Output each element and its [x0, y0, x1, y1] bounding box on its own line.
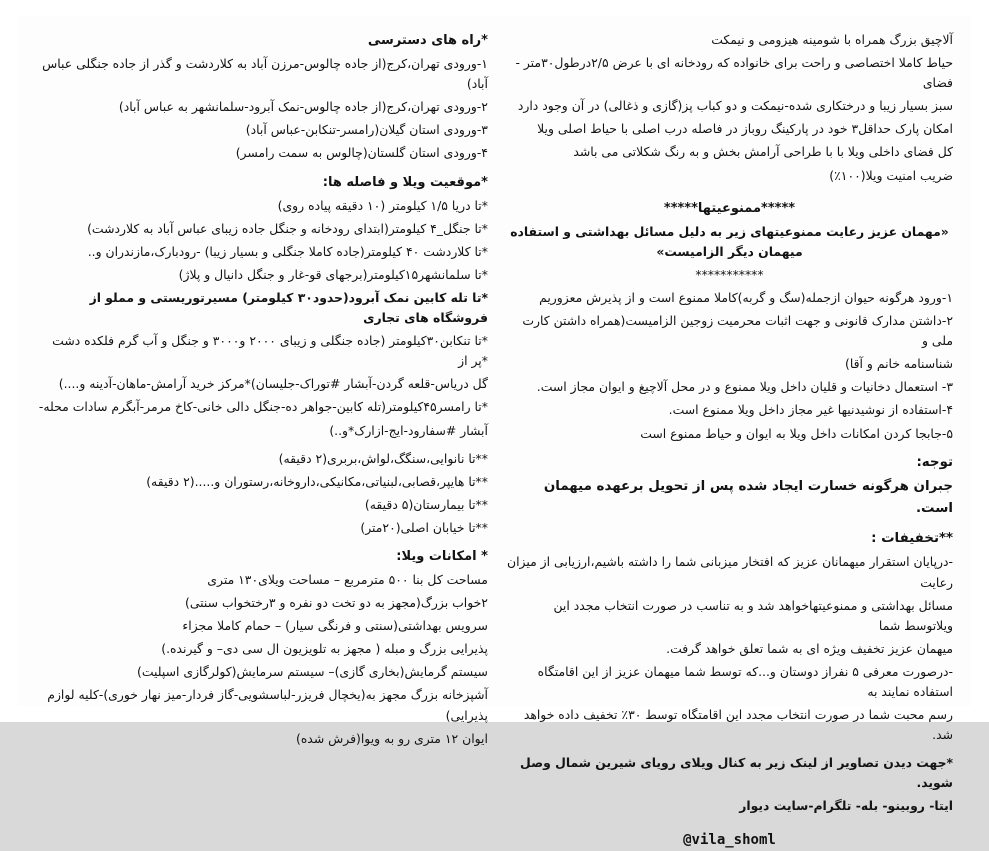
spacer — [506, 189, 953, 198]
attention-text: جبران هرگونه خسارت ایجاد شده پس از تحویل برعهده میهمان است. — [543, 479, 953, 517]
telegram-handle[interactable]: @vila_shoml — [683, 831, 776, 848]
intro-line: حیاط کاملا اختصاصی و راحت برای خانواده که رودخانه ای با عرض ۲/۵درطول۳۰متر - فضای — [515, 55, 953, 91]
intro-line: سبز بسیار زیبا و درختکاری شده-نیمکت و دو کباب پز(گازی و ذغالی) در آن وجود دارد — [517, 98, 953, 114]
access-item: ۴-ورودی استان گلستان(چالوس به سمت رامسر) — [235, 145, 488, 161]
prohibitions-title: *****ممنوعیتها***** — [663, 200, 796, 216]
discount-line: رسم محبت شما در صورت انتخاب مجدد این اقامتگاه توسط ۳۰٪ تخفیف داده خواهد شد. — [523, 707, 953, 743]
location-item: *تا رامسر۴۵کیلومتر(تله کابین-جواهر ده-جنگل دالی خانی-کاخ مرمر-آبگرم سادات محله- — [38, 399, 488, 415]
access-title: *راه های دسترسی — [367, 33, 488, 48]
facility-item: مساحت کل بنا ۵۰۰ مترمربع – مساحت ویلای۱۳۰ متری — [207, 572, 488, 588]
location-item: *تا دریا ۱/۵ کیلومتر (۱۰ دقیقه پیاده روی) — [277, 197, 488, 213]
rule-item: ۵-جابجا کردن امکانات داخل ویلا به ایوان و حیاط ممنوع است — [640, 425, 953, 441]
attention-label: توجه: — [916, 454, 953, 470]
rule-item: ۳- استعمال دخانیات و قلیان داخل ویلا ممنوع و در محل آلاچیغ و ایوان مجاز است. — [536, 379, 953, 395]
facilities-title: * امکانات ویلا: — [396, 548, 488, 564]
intro-line: آلاچیق بزرگ همراه با شومینه هیزومی و نیمکت — [711, 32, 953, 47]
facility-item: ایوان ۱۲ متری رو به ویوا(فرش شده) — [295, 730, 488, 746]
spacer — [506, 820, 953, 829]
access-item: ۳-ورودی استان گیلان(رامسر-تنکابن-عباس آباد) — [245, 122, 488, 138]
location-item: *تا سلمانشهر۱۵کیلومتر(برجهای قو-غار و جنگل دانیال و پلاژ) — [178, 266, 488, 282]
intro-line: ضریب امنیت ویلا(۱۰۰٪) — [829, 167, 953, 183]
intro-line: امکان پارک حداقل۳ خود در پارکینگ روباز در فاصله درب اصلی با حیاط اصلی ویلا — [537, 121, 953, 137]
location-item: گل دریاس-قلعه گردن-آبشار #توراک-جلیسان)*مرکز خرید آرامش-ماهان-آدینه و....) — [58, 376, 488, 392]
distance-item: **تا بیمارستان(۵ دقیقه) — [364, 496, 488, 512]
two-column-layout — [18, 16, 971, 848]
rule-item: شناسنامه خانم و آقا) — [845, 356, 953, 372]
location-item: *تا تله کابین نمک آبرود(حدود۳۰ کیلومتر) مسیرتوریستی و مملو از فروشگاه های تجاری — [89, 289, 488, 326]
distance-item: **تا خیابان اصلی(۲۰متر) — [360, 519, 488, 535]
left-column — [32, 30, 496, 746]
right-column — [496, 30, 957, 848]
location-item: *تا جنگل_۴ کیلومتر(ابتدای رودخانه و جنگل جاده زیبای عباس آباد به کلاردشت) — [87, 220, 488, 236]
rule-item: ۱-ورود هرگونه حیوان ازجمله(سگ و گربه)کاملا ممنوع است و از پذیرش معزوریم — [539, 289, 953, 305]
facility-item: سرویس بهداشتی(سنتی و فرنگی سیار) – حمام کاملا مجزاء — [182, 618, 488, 634]
access-item: ۱-ورودی تهران،کرج(از جاده چالوس-مرزن آباد به کلاردشت و گذر از جاده جنگلی عباس آباد) — [42, 56, 488, 92]
divider-asterisks: *********** — [695, 266, 764, 282]
discount-line: -درپایان استقرار میهمانان عزیز که افتخار میزبانی شما را داشته باشیم،ارزیابی از میزان رعایت — [506, 554, 953, 590]
location-item: *تا تنکابن۳۰کیلومتر (جاده جنگلی و زیبای ۲۰۰۰ و۳۰۰۰ و جنگل و آب گرم فلکده دشت *پر از — [52, 333, 488, 369]
location-item: *تا کلاردشت ۴۰ کیلومتر(جاده کاملا جنگلی و بسیار زیبا) -رودبارک،مازندران و.. — [87, 243, 488, 259]
discounts-title: **تخفیفات : — [871, 530, 953, 546]
rule-item: ۴-استفاده از نوشیدنیها غیر مجاز داخل ویلا ممنوع است. — [668, 402, 953, 418]
intro-line: کل فضای داخلی ویلا با با طراحی آرامش بخش و به رنگ شکلاتی می باشد — [573, 144, 953, 160]
facility-item: پذیرایی بزرگ و مبله ( مجهز به تلویزیون ال سی دی– و گیرنده.) — [161, 641, 488, 657]
facility-item: ۲خواب بزرگ(مجهز به دو تخت دو نفره و ۳رختخواب سنتی) — [184, 595, 488, 611]
location-item: آبشار #سفارود-ایج-ازارک*و..) — [329, 422, 488, 438]
discount-line: میهمان عزیز تخفیف ویژه ای به شما تعلق خواهد گرفت. — [666, 640, 953, 656]
facility-item: آشپزخانه بزرگ مجهز به(یخچال فریزر-لباسشویی-گاز فردار-میز نهار خوری)-کلیه لوازم پذیرایی) — [47, 687, 488, 723]
channels-line: ایتا- روبینو- بله- تلگرام-سایت دیوار — [739, 798, 953, 814]
telegram-note: *جهت دیدن تصاویر از لینک زیر به کنال ویلای رویای شیرین شمال وصل شوید. — [520, 755, 953, 791]
distance-item: **تا نانوایی،سنگگ،لواش،بربری(۲ دقیقه) — [278, 450, 488, 466]
distance-item: **تا هایپر،قصابی،لبنیاتی،مکانیکی،داروخانه،رستوران و.....(۲ دقیقه) — [146, 473, 488, 489]
discount-line: مسائل بهداشتی و ممنوعیتهاخواهد شد و به تناسب در صورت انتخاب مجدد این ویلاتوسط شما — [553, 597, 953, 633]
prohibitions-note: «مهمان عزیز رعایت ممنوعیتهای زیر به دلیل مسائل بهداشتی و استفاده میهمان دیگر الزامیست» — [510, 223, 949, 259]
access-item: ۲-ورودی تهران،کرج(از جاده چالوس-نمک آبرود-سلمانشهر به عباس آباد) — [118, 99, 488, 115]
rule-item: ۲-داشتن مدارک قانونی و جهت اثبات محرمیت زوجین الزامیست(همراه داشتن کارت ملی و — [522, 313, 953, 349]
facility-item: سیستم گرمایش(بخاری گازی)– سیستم سرمایش(کولرگازی اسپلیت) — [137, 664, 488, 680]
document-body — [18, 16, 971, 848]
discount-line: -درصورت معرفی ۵ نفراز دوستان و...که توسط شما میهمان عزیز از این اقامتگاه استفاده نمایند به — [537, 663, 953, 700]
location-title: *موقعیت ویلا و فاصله ها: — [322, 174, 488, 190]
